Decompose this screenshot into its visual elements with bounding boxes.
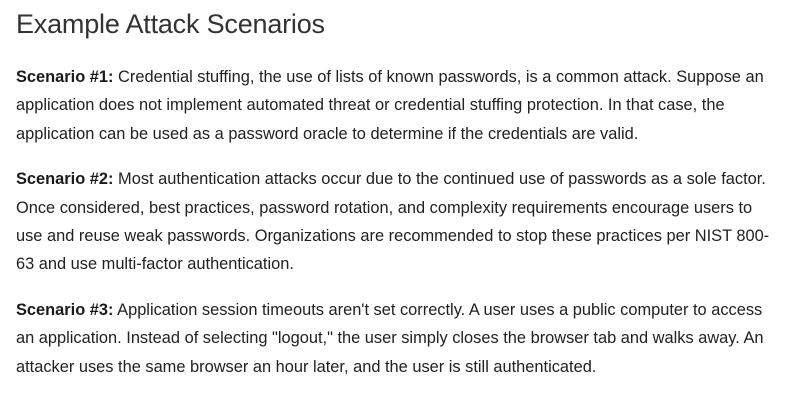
scenario-text: Credential stuffing, the use of lists of known passwords, is a common attack. Suppose an application does not implement automated threat or credential stuffing protection. In that case, the application can be used as a password oracle to determine if the credentials are valid. bbox=[16, 68, 764, 143]
scenario-text: Most authentication attacks occur due to the continued use of passwords as a sole factor. Once considered, best practices, password rotation, and complexity requirements encourage users to use and reuse weak passwords. Organizations are recommended to stop these practices per NIST 800-63 and use multi-factor authentication. bbox=[16, 170, 770, 274]
scenario-paragraph bbox=[16, 296, 781, 381]
document-content bbox=[16, 0, 781, 381]
scenario-label: Scenario #1: bbox=[16, 68, 114, 86]
scenario-label: Scenario #2: bbox=[16, 170, 114, 189]
scenario-label: Scenario #3: bbox=[16, 301, 114, 320]
scenario-paragraph bbox=[16, 63, 781, 148]
scenario-paragraph bbox=[16, 165, 781, 278]
section-title: Example Attack Scenarios bbox=[16, 9, 325, 39]
scenario-text: Application session timeouts aren't set correctly. A user uses a public computer to access an application. Instead of selecting "logout," the user simply closes the browser tab and walks away. An attacker uses the same browser an hour later, and the user is still authenticated. bbox=[16, 301, 764, 376]
